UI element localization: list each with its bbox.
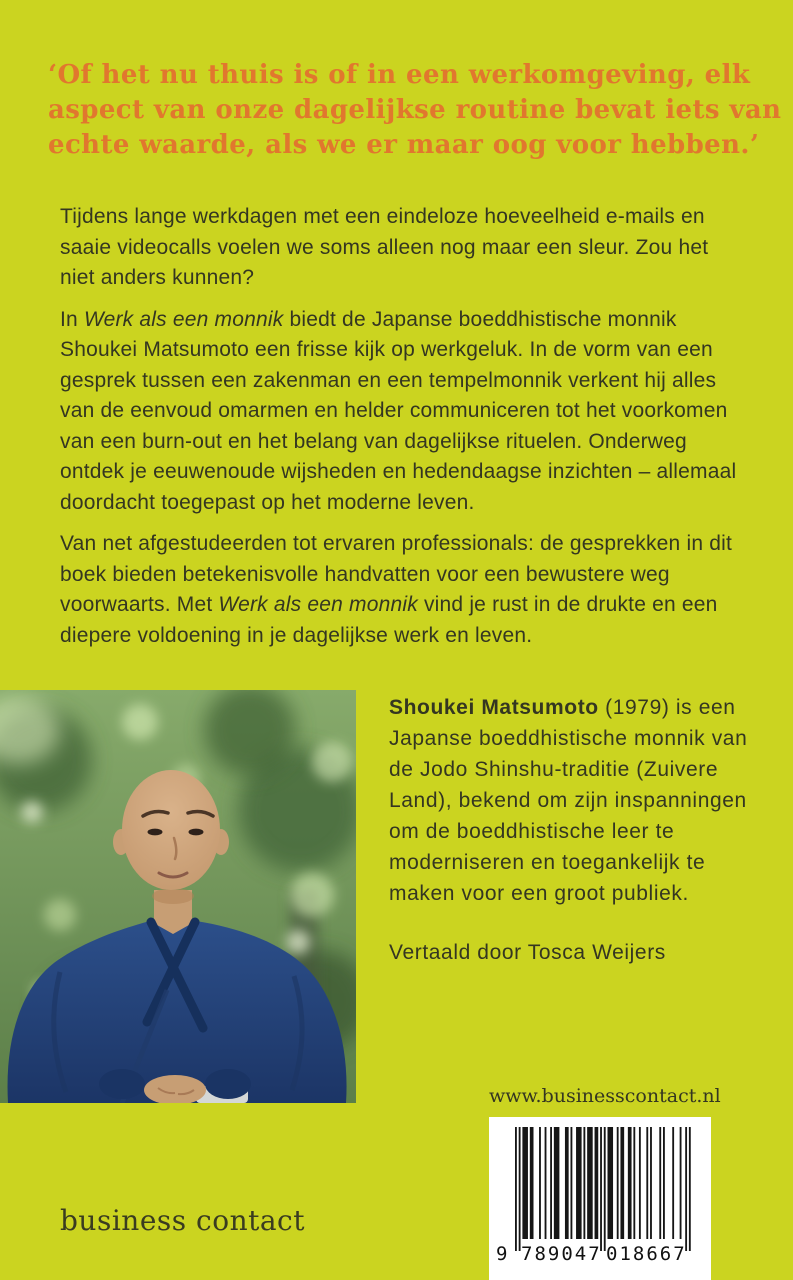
barcode-group2: 018667: [606, 1243, 687, 1265]
pull-quote: ‘Of het nu thuis is of in een werkomgeving, elk aspect van onze dagelijkse routine bevat iets van echte waarde, als we er maar oog voor hebben.’: [48, 60, 782, 160]
synopsis-paragraph: Tijdens lange werkdagen met een eindeloze hoeveelheid e-mails en saaie videocalls voelen we soms alleen nog maar een sleur. Zou het niet anders kunnen?: [60, 205, 709, 289]
synopsis-paragraph: In Werk als een monnik biedt de Japanse boeddhistische monnik Shoukei Matsumoto een frisse kijk op werkgeluk. In de vorm van een gesprek tussen een zakenman en een tempelmonnik verkent hij alles van de eenvoud omarmen en helder communiceren tot het voorkomen van een burn-out en het belang van dagelijkse rituelen. Onderweg ontdek je eeuwenoude wijsheden en hedendaagse inzichten – allemaal doordacht toegepast op het moderne leven.: [60, 307, 737, 514]
publisher-logo: business contact: [60, 1204, 305, 1237]
barcode-digits: [489, 1243, 711, 1273]
publisher-website: www.businesscontact.nl: [489, 1085, 721, 1107]
author-photo: [0, 690, 356, 1103]
barcode-bars: [515, 1127, 691, 1251]
synopsis-text: [60, 202, 738, 662]
barcode-group1: 789047: [521, 1243, 602, 1265]
author-bio: Shoukei Matsumoto (1979) is een Japanse boeddhistische monnik van de Jodo Shinshu-traditie (Zuivere Land), bekend om zijn inspanningen om de boeddhistische leer te moderniseren en toegankelijk te maken voor een groot publiek.: [389, 696, 748, 905]
monk-portrait-illustration: [0, 690, 356, 1103]
synopsis-paragraph: Van net afgestudeerden tot ervaren professionals: de gesprekken in dit boek bieden betekenisvolle handvatten voor een bewustere weg voorwaarts. Met Werk als een monnik vind je rust in de drukte en een diepere voldoening in je dagelijkse werk en leven.: [60, 532, 733, 647]
barcode-lead-digit: 9: [496, 1243, 508, 1265]
translator-credit: Vertaald door Tosca Weijers: [389, 941, 666, 964]
barcode: [489, 1117, 711, 1280]
